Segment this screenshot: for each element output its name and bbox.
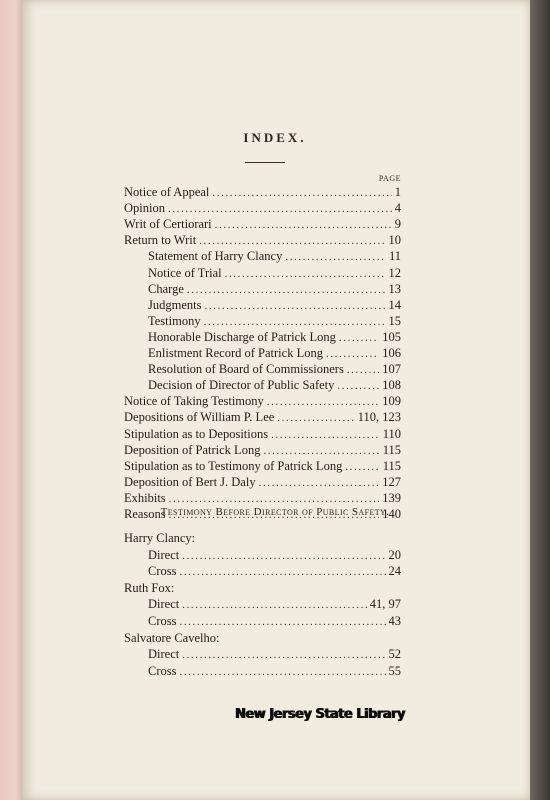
- witness-name: Ruth Fox:: [124, 580, 175, 595]
- entry-page: 108: [382, 378, 401, 393]
- entry-label: Statement of Harry Clancy: [148, 249, 283, 264]
- index-subentry: [148, 297, 401, 314]
- entry-label: Cross: [148, 663, 177, 678]
- entry-page: 9: [394, 217, 401, 232]
- entry-page: 14: [388, 297, 401, 312]
- entry-label: Resolution of Board of Commissioners: [148, 362, 344, 377]
- binding-edge: [0, 0, 22, 800]
- testimony-entry: [148, 646, 401, 663]
- entry-label: Enlistment Record of Patrick Long: [148, 346, 323, 360]
- entry-page: 1: [394, 185, 401, 199]
- entry-page: 13: [388, 281, 401, 296]
- entry-label: Direct: [148, 647, 180, 662]
- entry-page: 10: [388, 233, 401, 248]
- page-column-heading: PAGE: [378, 174, 401, 183]
- entry-page: 24: [388, 564, 401, 579]
- testimony-entry: [148, 596, 401, 613]
- entry-label: Direct: [148, 597, 180, 612]
- entry-label: Notice of Appeal: [124, 185, 210, 199]
- entry-page: 110: [382, 426, 401, 441]
- entry-label: Depositions of William P. Lee: [124, 410, 275, 425]
- entry-page: 127: [382, 474, 401, 489]
- witness-name: Salvatore Cavelho:: [124, 630, 220, 645]
- index-title: INDEX.: [243, 130, 307, 145]
- entry-page: 107: [382, 362, 401, 377]
- index-entry: [124, 474, 401, 491]
- index-entry: [124, 442, 401, 459]
- entry-label: Notice of Trial: [148, 265, 222, 280]
- entry-label: Cross: [148, 564, 177, 579]
- entry-page: 140: [382, 507, 401, 521]
- entry-page: 52: [388, 647, 401, 662]
- entry-page: 110, 123: [357, 410, 401, 425]
- index-subentry: [148, 361, 401, 378]
- entry-label: Cross: [148, 614, 177, 628]
- entry-page: 11: [388, 249, 401, 264]
- entry-label: Exhibits: [124, 490, 166, 505]
- entry-page: 43: [388, 614, 401, 628]
- index-entry: [124, 232, 401, 249]
- entry-label: Deposition of Bert J. Daly: [124, 474, 256, 489]
- entry-page: 4: [394, 201, 401, 216]
- testimony-entry: [148, 563, 401, 580]
- index-entry: [124, 200, 401, 217]
- testimony-entry: [148, 613, 401, 630]
- entry-page: 109: [382, 394, 401, 409]
- index-entry: [124, 409, 401, 426]
- library-stamp: New Jersey State Library: [235, 707, 405, 722]
- entry-page: 139: [382, 490, 401, 505]
- entry-label: Direct: [148, 547, 180, 562]
- index-subentry: [148, 377, 401, 394]
- index-entry: [124, 393, 401, 410]
- index-entry: [124, 490, 401, 507]
- entry-page: 115: [382, 458, 401, 473]
- entry-page: 115: [382, 442, 401, 457]
- entry-label: Charge: [148, 281, 184, 296]
- entry-page: 15: [388, 313, 401, 328]
- entry-label: Testimony: [148, 313, 201, 328]
- index-entry: [124, 216, 401, 233]
- page-edge-shadow: [530, 0, 550, 800]
- entry-label: Stipulation as to Depositions: [124, 426, 269, 441]
- index-entry: [124, 426, 401, 443]
- entry-label: Reasons: [124, 507, 166, 521]
- entry-page: 41, 97: [369, 597, 401, 612]
- index-subentry: [148, 281, 401, 298]
- entry-page: 106: [382, 346, 401, 360]
- entry-label: Writ of Certiorari: [124, 217, 212, 232]
- entry-page: 55: [388, 663, 401, 678]
- entry-label: Notice of Taking Testimony: [124, 394, 264, 409]
- index-subentry: [148, 329, 401, 346]
- entry-page: 12: [388, 265, 401, 280]
- testimony-entry: [148, 547, 401, 564]
- entry-page: 20: [388, 547, 401, 562]
- index-subentry: [148, 248, 401, 265]
- entry-label: Opinion: [124, 201, 165, 216]
- entry-page: 105: [382, 329, 401, 344]
- witness-name: Harry Clancy:: [124, 531, 196, 545]
- index-entry: [124, 184, 401, 201]
- index-subentry: [148, 313, 401, 330]
- entry-label: Honorable Discharge of Patrick Long: [148, 329, 336, 344]
- entry-label: Deposition of Patrick Long: [124, 442, 261, 457]
- index-subentry: [148, 345, 401, 362]
- entry-label: Judgments: [148, 297, 202, 312]
- entry-label: Decision of Director of Public Safety: [148, 378, 335, 393]
- entry-label: Stipulation as to Testimony of Patrick Long: [124, 458, 343, 473]
- testimony-entry: [148, 663, 401, 680]
- entry-label: Return to Writ: [124, 233, 197, 248]
- testimony-section-heading: Testimony Before Director of Public Safety.: [160, 506, 390, 518]
- index-entry: [124, 458, 401, 475]
- index-subentry: [148, 265, 401, 282]
- title-rule: [245, 162, 285, 163]
